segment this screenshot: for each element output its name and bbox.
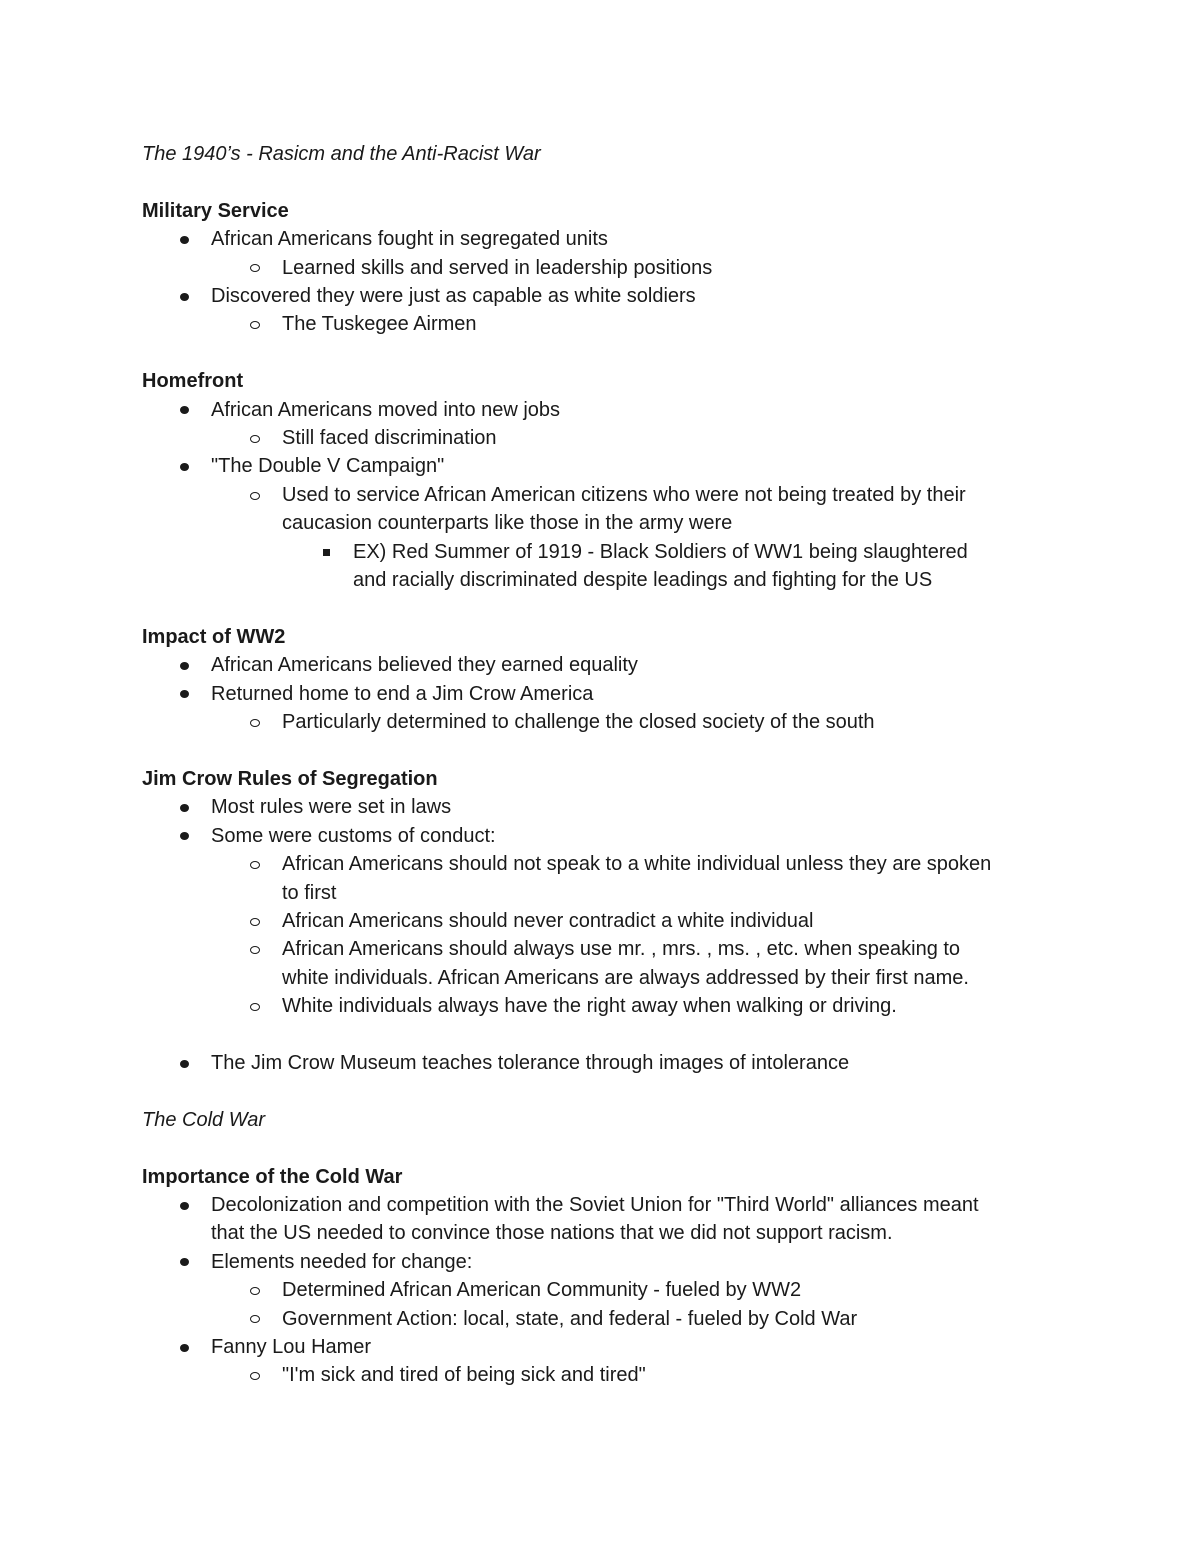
bullet-dot-icon xyxy=(174,396,194,424)
list-item: Government Action: local, state, and federal - fueled by Cold War xyxy=(142,1305,1062,1333)
list-item: African Americans fought in segregated units xyxy=(142,225,1062,253)
bullet-dot-icon xyxy=(174,282,194,310)
section-title-cold-war: The Cold War xyxy=(142,1108,266,1131)
bullet-circle-icon xyxy=(245,992,265,1020)
bullet-dot-icon xyxy=(174,680,194,708)
bullet-circle-icon xyxy=(245,935,265,963)
bullet-circle-icon xyxy=(245,1276,265,1304)
list-item: "I'm sick and tired of being sick and tired" xyxy=(142,1361,1062,1389)
list-item: Determined African American Community - fueled by WW2 xyxy=(142,1276,1062,1304)
bullet-circle-icon xyxy=(245,708,265,736)
list-item-continuation: caucasion counterparts like those in the army were xyxy=(282,512,733,535)
list-item: African Americans should not speak to a white individual unless they are spoken xyxy=(142,850,1062,878)
list-item: "The Double V Campaign" xyxy=(142,452,1062,480)
list-item: Fanny Lou Hamer xyxy=(142,1333,1062,1361)
bullet-dot-icon xyxy=(174,1248,194,1276)
list-item-continuation: and racially discriminated despite leadings and fighting for the US xyxy=(353,569,933,592)
list-item: African Americans should never contradict a white individual xyxy=(142,907,1062,935)
list-item: African Americans should always use mr. , mrs. , ms. , etc. when speaking to xyxy=(142,935,1062,963)
list-item: Elements needed for change: xyxy=(142,1248,1062,1276)
bullet-circle-icon xyxy=(245,481,265,509)
bullet-circle-icon xyxy=(245,907,265,935)
list-item: The Jim Crow Museum teaches tolerance through images of intolerance xyxy=(142,1049,1062,1077)
list-item: EX) Red Summer of 1919 - Black Soldiers of WW1 being slaughtered xyxy=(142,538,1062,566)
heading-importance-cold-war: Importance of the Cold War xyxy=(142,1165,403,1188)
list-item: Most rules were set in laws xyxy=(142,793,1062,821)
list-item: Particularly determined to challenge the closed society of the south xyxy=(142,708,1062,736)
document-body xyxy=(142,140,1062,1390)
heading-jim-crow-rules: Jim Crow Rules of Segregation xyxy=(142,767,438,790)
heading-impact-ww2: Impact of WW2 xyxy=(142,625,286,648)
bullet-circle-icon xyxy=(245,424,265,452)
list-item: African Americans moved into new jobs xyxy=(142,396,1062,424)
bullet-circle-icon xyxy=(245,254,265,282)
list-item: African Americans believed they earned equality xyxy=(142,651,1062,679)
heading-homefront: Homefront xyxy=(142,370,244,393)
list-item: Still faced discrimination xyxy=(142,424,1062,452)
list-item: The Tuskegee Airmen xyxy=(142,310,1062,338)
list-item: Used to service African American citizens who were not being treated by their xyxy=(142,481,1062,509)
list-item: Decolonization and competition with the Soviet Union for "Third World" alliances meant xyxy=(142,1191,1062,1219)
bullet-dot-icon xyxy=(174,452,194,480)
list-item-continuation: white individuals. African Americans are always addressed by their first name. xyxy=(282,966,969,989)
bullet-dot-icon xyxy=(174,793,194,821)
bullet-circle-icon xyxy=(245,1305,265,1333)
bullet-dot-icon xyxy=(174,1049,194,1077)
bullet-circle-icon xyxy=(245,1361,265,1389)
list-item: Some were customs of conduct: xyxy=(142,822,1062,850)
bullet-square-icon xyxy=(316,538,336,566)
section-title-1940s: The 1940’s - Rasicm and the Anti-Racist War xyxy=(142,143,541,165)
list-item: Learned skills and served in leadership positions xyxy=(142,254,1062,282)
list-item-continuation: to first xyxy=(282,881,337,904)
list-item: White individuals always have the right away when walking or driving. xyxy=(142,992,1062,1020)
bullet-dot-icon xyxy=(174,1333,194,1361)
bullet-dot-icon xyxy=(174,822,194,850)
list-item: Returned home to end a Jim Crow America xyxy=(142,680,1062,708)
bullet-circle-icon xyxy=(245,310,265,338)
list-item: Discovered they were just as capable as white soldiers xyxy=(142,282,1062,310)
bullet-circle-icon xyxy=(245,850,265,878)
bullet-dot-icon xyxy=(174,651,194,679)
bullet-dot-icon xyxy=(174,1191,194,1219)
list-item-continuation: that the US needed to convince those nations that we did not support racism. xyxy=(211,1222,893,1245)
bullet-dot-icon xyxy=(174,225,194,253)
heading-military-service: Military Service xyxy=(142,199,289,222)
